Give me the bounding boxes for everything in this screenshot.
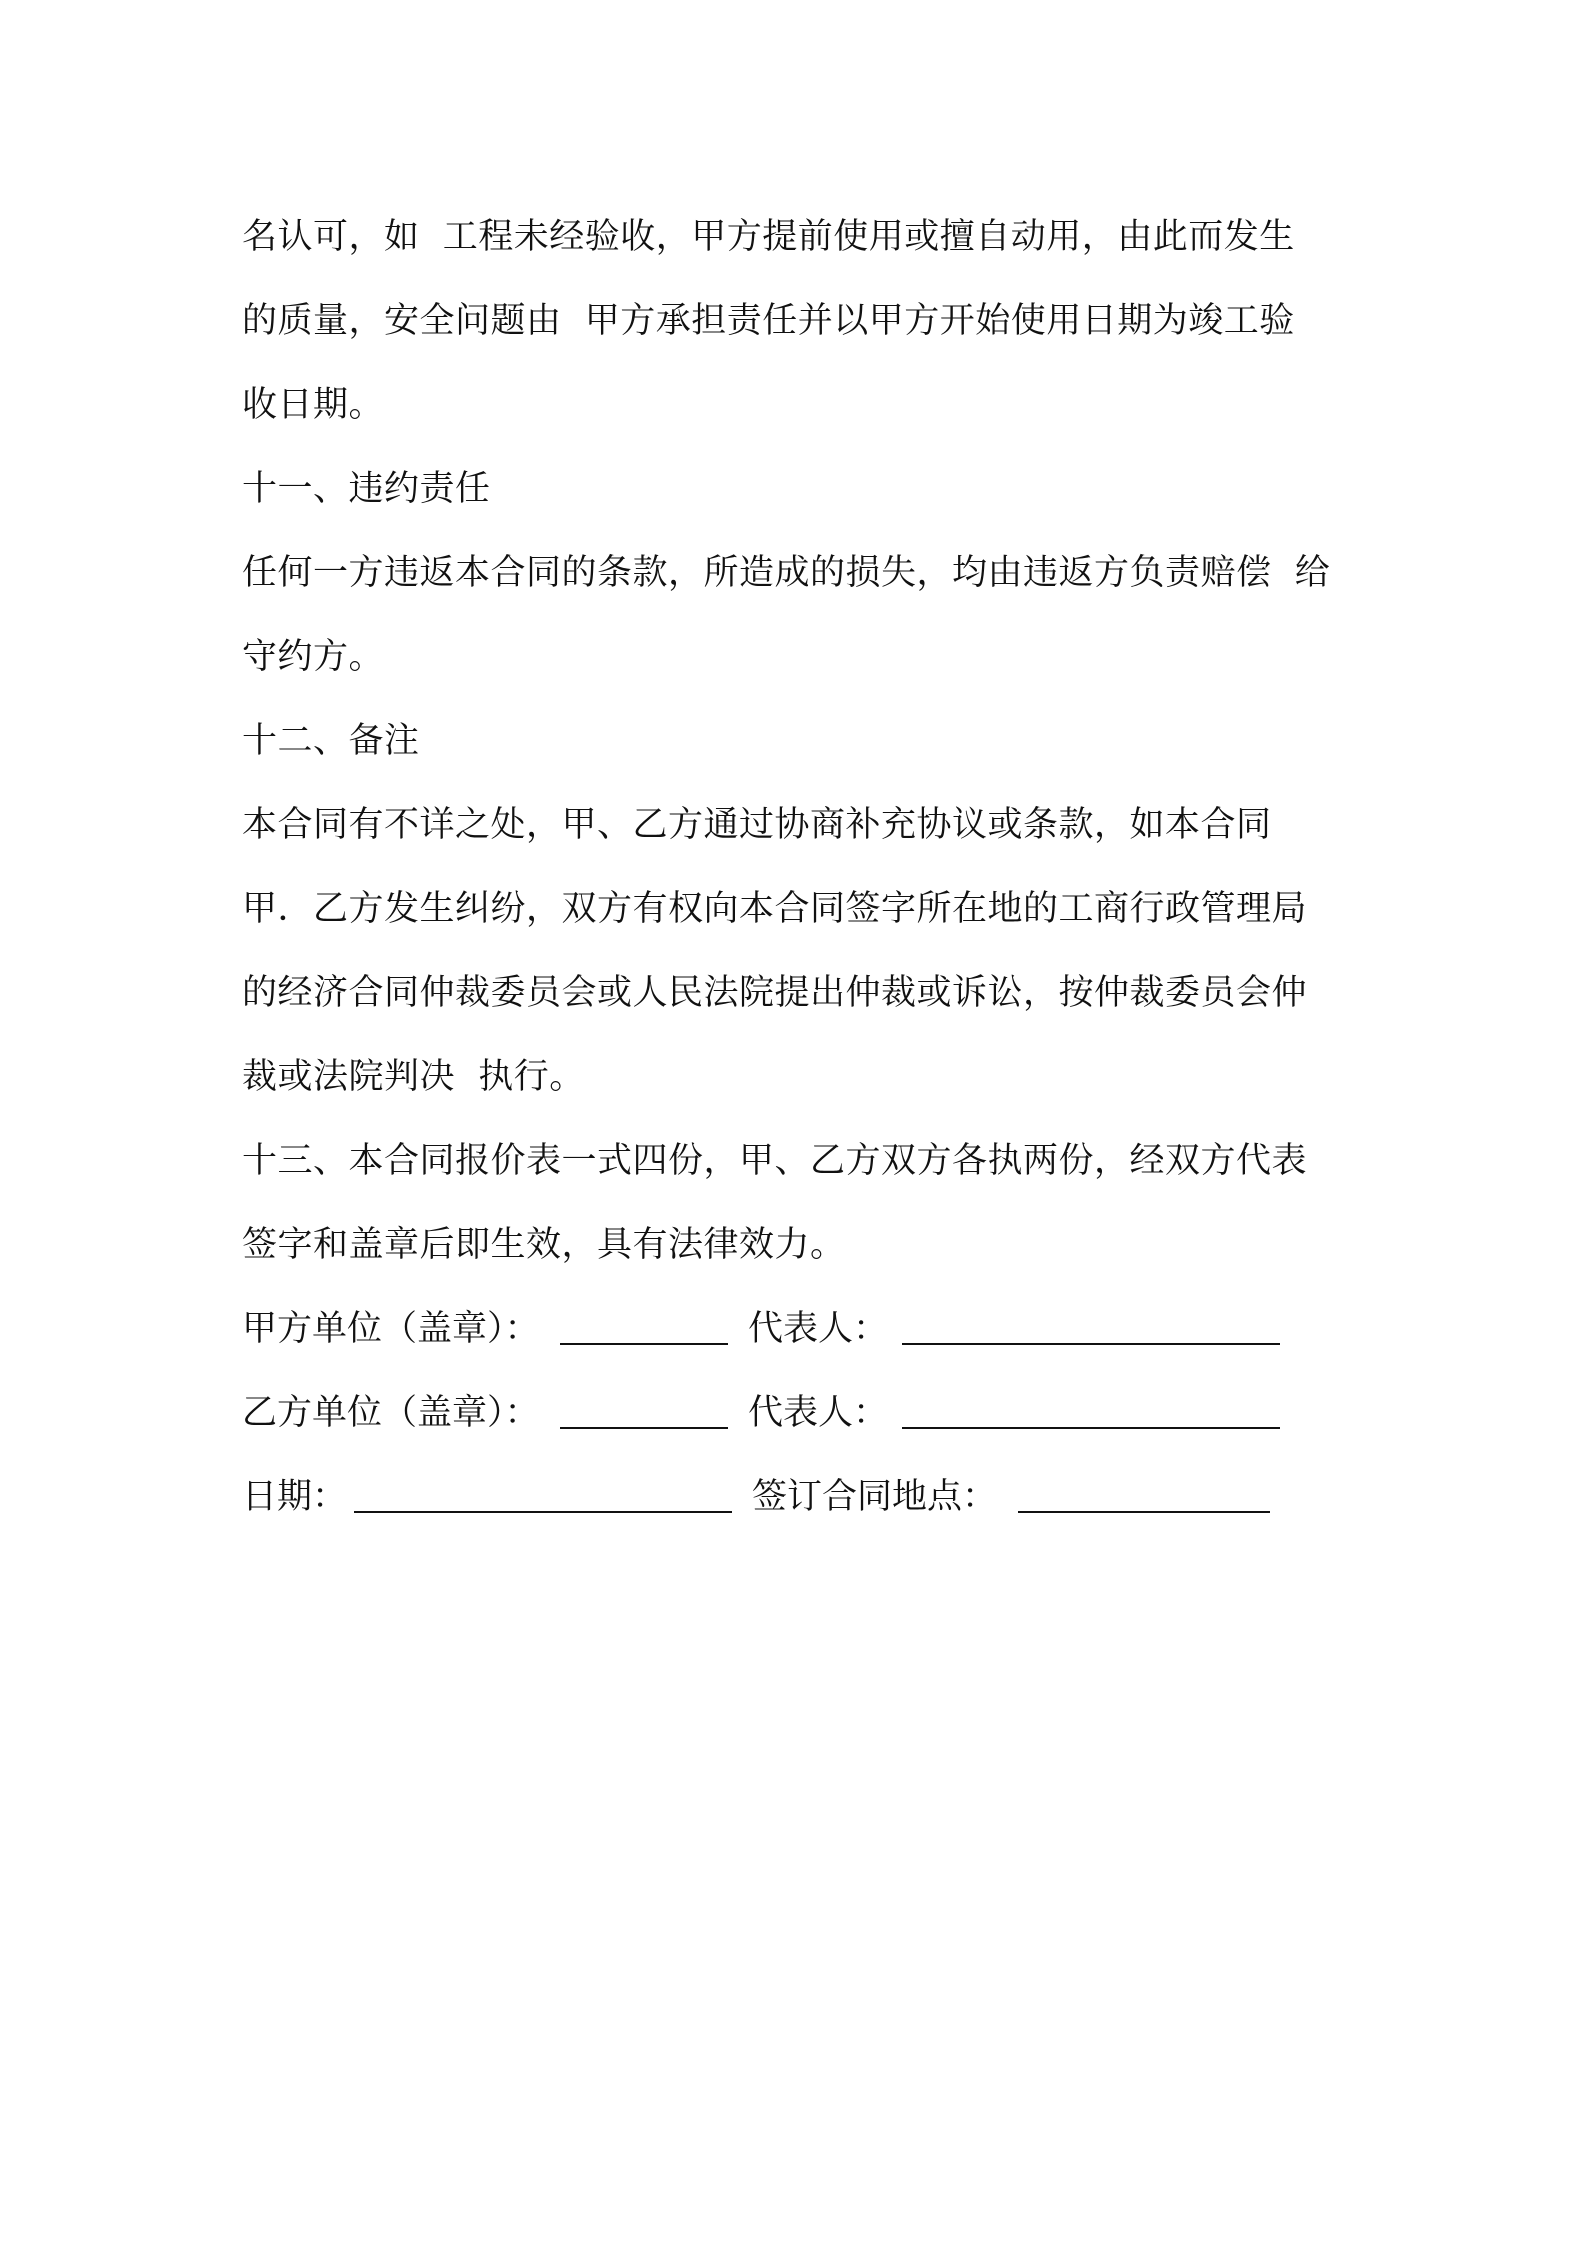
party-b-rep-label: 代表人： (748, 1393, 889, 1433)
signature-row-party-a (242, 1287, 1362, 1371)
party-a-rep-label: 代表人： (748, 1309, 889, 1349)
paragraph-line: 的质量，安全问题由 甲方承担责任并以甲方开始使用日期为竣工验 (242, 301, 1295, 341)
paragraph-line: 任何一方违返本合同的条款，所造成的损失，均由违返方负责赔偿 给 (242, 553, 1331, 593)
party-a-unit-label: 甲方单位（盖章）： (242, 1309, 540, 1349)
party-a-unit-blank[interactable] (560, 1313, 728, 1345)
date-label: 日期： (242, 1477, 348, 1517)
paragraph-line: 签字和盖章后即生效，具有法律效力。 (242, 1225, 846, 1265)
party-b-unit-label: 乙方单位（盖章）： (242, 1393, 540, 1433)
section-heading-copies: 十三、本合同报价表一式四份，甲、乙方双方各执两份，经双方代表 (242, 1141, 1308, 1181)
paragraph-line: 的经济合同仲裁委员会或人民法院提出仲裁或诉讼，按仲裁委员会仲 (242, 973, 1308, 1013)
party-a-rep-blank[interactable] (902, 1313, 1280, 1345)
section-heading-remarks: 十二、备注 (242, 721, 420, 761)
paragraph-line: 守约方。 (242, 637, 385, 677)
place-blank[interactable] (1018, 1481, 1270, 1513)
document-body (242, 195, 1362, 1539)
paragraph-line: 名认可，如 工程未经验收，甲方提前使用或擅自动用，由此而发生 (242, 217, 1295, 257)
paragraph-line: 收日期。 (242, 385, 385, 425)
paragraph-line: 甲．乙方发生纠纷，双方有权向本合同签字所在地的工商行政管理局 (242, 889, 1308, 929)
signature-row-date-place (242, 1455, 1362, 1539)
party-b-unit-blank[interactable] (560, 1397, 728, 1429)
paragraph-line: 裁或法院判决 执行。 (242, 1057, 585, 1097)
party-b-rep-blank[interactable] (902, 1397, 1280, 1429)
paragraph-line: 本合同有不详之处，甲、乙方通过协商补充协议或条款，如本合同 (242, 805, 1272, 845)
signature-row-party-b (242, 1371, 1362, 1455)
date-blank[interactable] (354, 1481, 732, 1513)
place-label: 签订合同地点： (752, 1477, 998, 1517)
section-heading-breach: 十一、违约责任 (242, 469, 491, 509)
